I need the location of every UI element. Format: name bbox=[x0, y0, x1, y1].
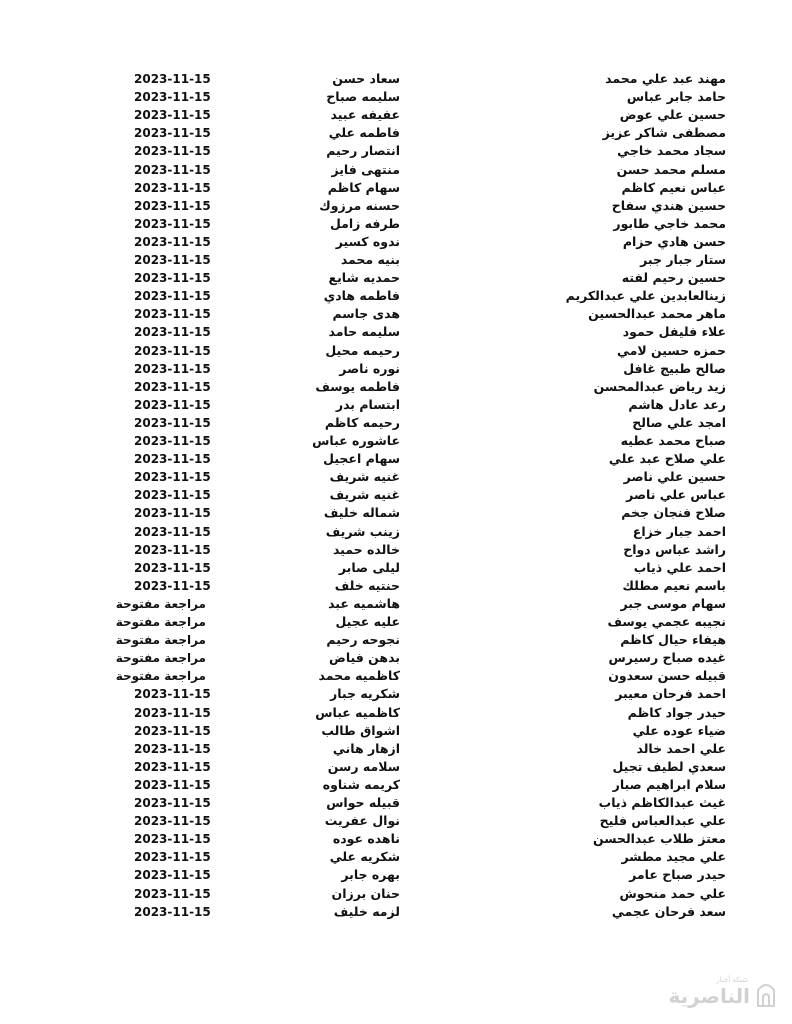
mother-name: لزمه خليف bbox=[333, 903, 400, 919]
mother-name: خالده حميد bbox=[332, 541, 400, 557]
table-row bbox=[0, 432, 792, 450]
date-cell: 2023-11-15 bbox=[134, 216, 211, 231]
table-row bbox=[0, 776, 792, 794]
person-name: عباس علي ناصر bbox=[626, 487, 726, 503]
person-name: رعد عادل هاشم bbox=[628, 396, 726, 412]
table-row bbox=[0, 704, 792, 722]
table-row bbox=[0, 541, 792, 559]
mother-name: طرفه زامل bbox=[329, 215, 400, 231]
person-name: عباس نعيم كاظم bbox=[621, 179, 726, 195]
table-row bbox=[0, 142, 792, 160]
mother-name: اشواق طالب bbox=[321, 722, 400, 738]
table-row bbox=[0, 360, 792, 378]
person-name: علي مجيد مطشر bbox=[621, 849, 726, 865]
person-name: علاء فليفل حمود bbox=[622, 324, 726, 340]
date-cell: 2023-11-15 bbox=[134, 741, 211, 756]
mother-name: ناهده عوده bbox=[332, 831, 400, 847]
table-row bbox=[0, 233, 792, 251]
table-row bbox=[0, 903, 792, 921]
date-cell: 2023-11-15 bbox=[134, 90, 211, 105]
mother-name: شكريه جبار bbox=[330, 686, 400, 702]
table-row bbox=[0, 215, 792, 233]
person-name: مسلم محمد حسن bbox=[616, 161, 726, 177]
date-cell: 2023-11-15 bbox=[134, 361, 211, 376]
table-row bbox=[0, 830, 792, 848]
table-row bbox=[0, 667, 792, 685]
table-row bbox=[0, 106, 792, 124]
person-name: علي صلاح عبد علي bbox=[608, 451, 726, 467]
person-name: علي احمد خالد bbox=[636, 740, 726, 756]
mother-name: سلامه رسن bbox=[327, 758, 400, 774]
date-cell: 2023-11-15 bbox=[134, 198, 211, 213]
date-cell: 2023-11-15 bbox=[134, 524, 211, 539]
date-cell: 2023-11-15 bbox=[134, 397, 211, 412]
mother-name: كاظميه عباس bbox=[315, 704, 400, 720]
person-name: حمزه حسين لامي bbox=[616, 342, 726, 358]
person-name: سعد فرحان عجمي bbox=[611, 903, 726, 919]
person-name: ماهر محمد عبدالحسين bbox=[588, 306, 726, 322]
person-name: غيث عبدالكاظم ذياب bbox=[598, 795, 726, 810]
date-cell: 2023-11-15 bbox=[134, 144, 211, 159]
person-name: محمد خاجي طابور bbox=[613, 215, 726, 231]
person-name: حيدر صباح عامر bbox=[629, 867, 726, 883]
date-cell: 2023-11-15 bbox=[134, 307, 211, 322]
mother-name: بهره جابر bbox=[341, 867, 400, 883]
date-cell: 2023-11-15 bbox=[134, 560, 211, 575]
watermark-logo bbox=[658, 976, 778, 1012]
person-name: نجيبه عجمي يوسف bbox=[607, 614, 726, 629]
mother-name: عفيفه عبيد bbox=[330, 107, 400, 123]
person-name: حيدر جواد كاظم bbox=[627, 704, 726, 720]
date-cell: 2023-11-15 bbox=[134, 759, 211, 774]
date-cell: 2023-11-15 bbox=[134, 868, 211, 883]
mother-name: هدى جاسم bbox=[332, 306, 400, 322]
mother-name: سليمه صباح bbox=[326, 89, 400, 105]
table-row bbox=[0, 649, 792, 667]
date-cell: مراجعة مفتوحة bbox=[115, 651, 206, 666]
date-cell: مراجعة مفتوحة bbox=[115, 669, 206, 684]
table-row bbox=[0, 866, 792, 884]
mother-name: ندوه كسير bbox=[335, 233, 400, 249]
mother-name: بنيه محمد bbox=[340, 252, 400, 267]
date-cell: 2023-11-15 bbox=[134, 796, 211, 810]
person-name: امجد علي صالح bbox=[632, 414, 726, 430]
person-name: هيفاء حيال كاظم bbox=[620, 632, 726, 648]
date-cell: 2023-11-15 bbox=[134, 108, 211, 123]
date-cell: 2023-11-15 bbox=[134, 234, 211, 249]
table-row bbox=[0, 577, 792, 595]
table-row bbox=[0, 758, 792, 776]
mother-name: سهام اعجيل bbox=[323, 451, 400, 467]
date-cell: 2023-11-15 bbox=[134, 488, 211, 503]
date-cell: 2023-11-15 bbox=[134, 777, 211, 792]
table-row bbox=[0, 396, 792, 414]
table-row bbox=[0, 323, 792, 341]
table-row bbox=[0, 450, 792, 468]
table-row bbox=[0, 70, 792, 88]
table-row bbox=[0, 468, 792, 486]
date-cell: 2023-11-15 bbox=[134, 886, 211, 901]
mother-name: قبيله حواس bbox=[326, 795, 400, 810]
mother-name: زينب شريف bbox=[325, 523, 400, 539]
date-cell: 2023-11-15 bbox=[134, 705, 211, 720]
table-row bbox=[0, 559, 792, 577]
person-name: سهام موسى جبر bbox=[620, 595, 726, 611]
person-name: قبيله حسن سعدون bbox=[608, 668, 726, 684]
mother-name: سهام كاظم bbox=[327, 179, 400, 195]
mother-name: حنتيه خلف bbox=[334, 577, 400, 593]
mother-name: كاظميه محمد bbox=[318, 668, 400, 684]
date-cell: 2023-11-15 bbox=[134, 832, 211, 847]
date-cell: 2023-11-15 bbox=[134, 542, 211, 557]
person-name: غيده صباح رسيرس bbox=[608, 650, 726, 666]
person-name: حسين علي ناصر bbox=[623, 469, 726, 485]
mother-name: كريمه شناوه bbox=[322, 776, 400, 792]
mother-name: انتصار رحيم bbox=[326, 143, 400, 159]
mother-name: حمديه شايع bbox=[328, 270, 400, 286]
watermark-title: الناصرية bbox=[668, 984, 750, 1008]
mother-name: سليمه حامد bbox=[328, 324, 400, 340]
person-name: حامد جابر عباس bbox=[626, 89, 726, 105]
date-cell: 2023-11-15 bbox=[134, 578, 211, 593]
table-row bbox=[0, 179, 792, 197]
person-name: ستار جبار جبر bbox=[640, 252, 726, 267]
mother-name: نجوحه رحيم bbox=[326, 632, 400, 648]
date-cell: 2023-11-15 bbox=[134, 452, 211, 467]
table-row bbox=[0, 486, 792, 504]
mother-name: غنيه شريف bbox=[329, 469, 400, 485]
person-name: حسن هادي حزام bbox=[622, 233, 726, 249]
table-row bbox=[0, 848, 792, 866]
person-name: ضياء عوده علي bbox=[632, 722, 726, 738]
person-name: مصطفى شاكر عزيز bbox=[602, 125, 726, 141]
date-cell: 2023-11-15 bbox=[134, 343, 211, 358]
person-name: سلام ابراهيم صبار bbox=[612, 776, 726, 792]
table-row bbox=[0, 342, 792, 360]
person-name: علي حمد منحوش bbox=[619, 885, 726, 901]
person-name: احمد جبار خزاع bbox=[632, 523, 726, 539]
mother-name: رحيمه كاظم bbox=[324, 414, 400, 430]
date-cell: 2023-11-15 bbox=[134, 687, 211, 702]
person-name: زيد رياض عبدالمحسن bbox=[593, 378, 726, 394]
table-row bbox=[0, 287, 792, 305]
table-row bbox=[0, 504, 792, 522]
date-cell: 2023-11-15 bbox=[134, 72, 211, 86]
mother-name: سعاد حسن bbox=[332, 71, 400, 86]
mother-name: غنيه شريف bbox=[329, 487, 400, 503]
person-name: صالح طبيج غافل bbox=[623, 360, 726, 376]
table-row bbox=[0, 161, 792, 179]
person-name: سجاد محمد خاجي bbox=[617, 143, 726, 159]
table-row bbox=[0, 631, 792, 649]
date-cell: 2023-11-15 bbox=[134, 126, 211, 141]
date-cell: 2023-11-15 bbox=[134, 180, 211, 195]
person-name: حسين علي عوض bbox=[619, 107, 726, 123]
person-name: احمد علي ذياب bbox=[633, 559, 726, 575]
table-row bbox=[0, 794, 792, 812]
person-name: سعدي لطيف تجيل bbox=[612, 758, 726, 774]
person-name: صباح محمد عطيه bbox=[620, 433, 726, 448]
mother-name: شماله خليف bbox=[323, 505, 400, 521]
person-name: راشد عباس دواح bbox=[623, 541, 726, 557]
date-cell: مراجعة مفتوحة bbox=[115, 596, 206, 611]
mother-name: بدهن فياض bbox=[329, 650, 400, 666]
mother-name: ليلى صابر bbox=[338, 559, 400, 575]
person-name: معتز طلاب عبدالحسن bbox=[592, 831, 726, 847]
person-name: علي عبدالعباس فليح bbox=[599, 813, 726, 829]
mother-name: نوال عفريت bbox=[324, 813, 400, 829]
person-name: حسين هندي سفاح bbox=[611, 197, 726, 213]
date-cell: 2023-11-15 bbox=[134, 325, 211, 340]
mother-name: هاشميه عبد bbox=[328, 595, 400, 611]
date-cell: 2023-11-15 bbox=[134, 904, 211, 919]
date-cell: 2023-11-15 bbox=[134, 434, 211, 448]
person-name: صلاح فنجان جخم bbox=[621, 505, 726, 521]
table-row bbox=[0, 613, 792, 631]
table-row bbox=[0, 378, 792, 396]
table-row bbox=[0, 740, 792, 758]
table-row bbox=[0, 197, 792, 215]
date-cell: 2023-11-15 bbox=[134, 814, 211, 829]
mother-name: فاطمه علي bbox=[328, 125, 400, 141]
date-cell: 2023-11-15 bbox=[134, 162, 211, 177]
table-row bbox=[0, 124, 792, 142]
person-name: حسين رحيم لفته bbox=[621, 270, 726, 286]
table-row bbox=[0, 885, 792, 903]
date-cell: 2023-11-15 bbox=[134, 415, 211, 430]
mother-name: رحيمه محيل bbox=[325, 342, 400, 358]
mother-name: فاطمه يوسف bbox=[315, 378, 400, 394]
mother-name: منتهى فايز bbox=[331, 161, 400, 177]
date-cell: 2023-11-15 bbox=[134, 271, 211, 286]
mother-name: شكريه علي bbox=[329, 849, 400, 865]
logo-icon bbox=[754, 980, 778, 1008]
person-name: احمد فرحان معيبر bbox=[615, 686, 726, 702]
mother-name: ابتسام بدر bbox=[335, 396, 400, 412]
person-name: باسم نعيم مطلك bbox=[622, 577, 726, 593]
date-cell: مراجعة مفتوحة bbox=[115, 615, 206, 629]
table-row bbox=[0, 88, 792, 106]
person-name: زينالعابدين علي عبدالكريم bbox=[565, 288, 726, 304]
table-row bbox=[0, 595, 792, 613]
table-row bbox=[0, 251, 792, 269]
mother-name: عاشوره عباس bbox=[312, 433, 400, 448]
watermark-subtitle: شبكة أخبار bbox=[716, 976, 748, 984]
date-cell: 2023-11-15 bbox=[134, 850, 211, 865]
date-cell: 2023-11-15 bbox=[134, 723, 211, 738]
table-row bbox=[0, 523, 792, 541]
date-cell: مراجعة مفتوحة bbox=[115, 633, 206, 648]
mother-name: ازهار هاني bbox=[332, 740, 400, 756]
date-cell: 2023-11-15 bbox=[134, 506, 211, 521]
table-row bbox=[0, 685, 792, 703]
mother-name: فاطمه هادي bbox=[323, 288, 400, 304]
date-cell: 2023-11-15 bbox=[134, 289, 211, 304]
person-name: مهند عبد علي محمد bbox=[605, 71, 726, 86]
date-cell: 2023-11-15 bbox=[134, 379, 211, 394]
mother-name: حسنه مرزوك bbox=[319, 197, 400, 213]
table-row bbox=[0, 305, 792, 323]
mother-name: عليه عجيل bbox=[335, 614, 400, 629]
table-row bbox=[0, 722, 792, 740]
date-cell: 2023-11-15 bbox=[134, 470, 211, 485]
date-cell: 2023-11-15 bbox=[134, 253, 211, 267]
table-row bbox=[0, 812, 792, 830]
mother-name: حنان برزان bbox=[331, 885, 400, 901]
table-row bbox=[0, 269, 792, 287]
mother-name: نوره ناصر bbox=[339, 360, 400, 376]
table-row bbox=[0, 414, 792, 432]
